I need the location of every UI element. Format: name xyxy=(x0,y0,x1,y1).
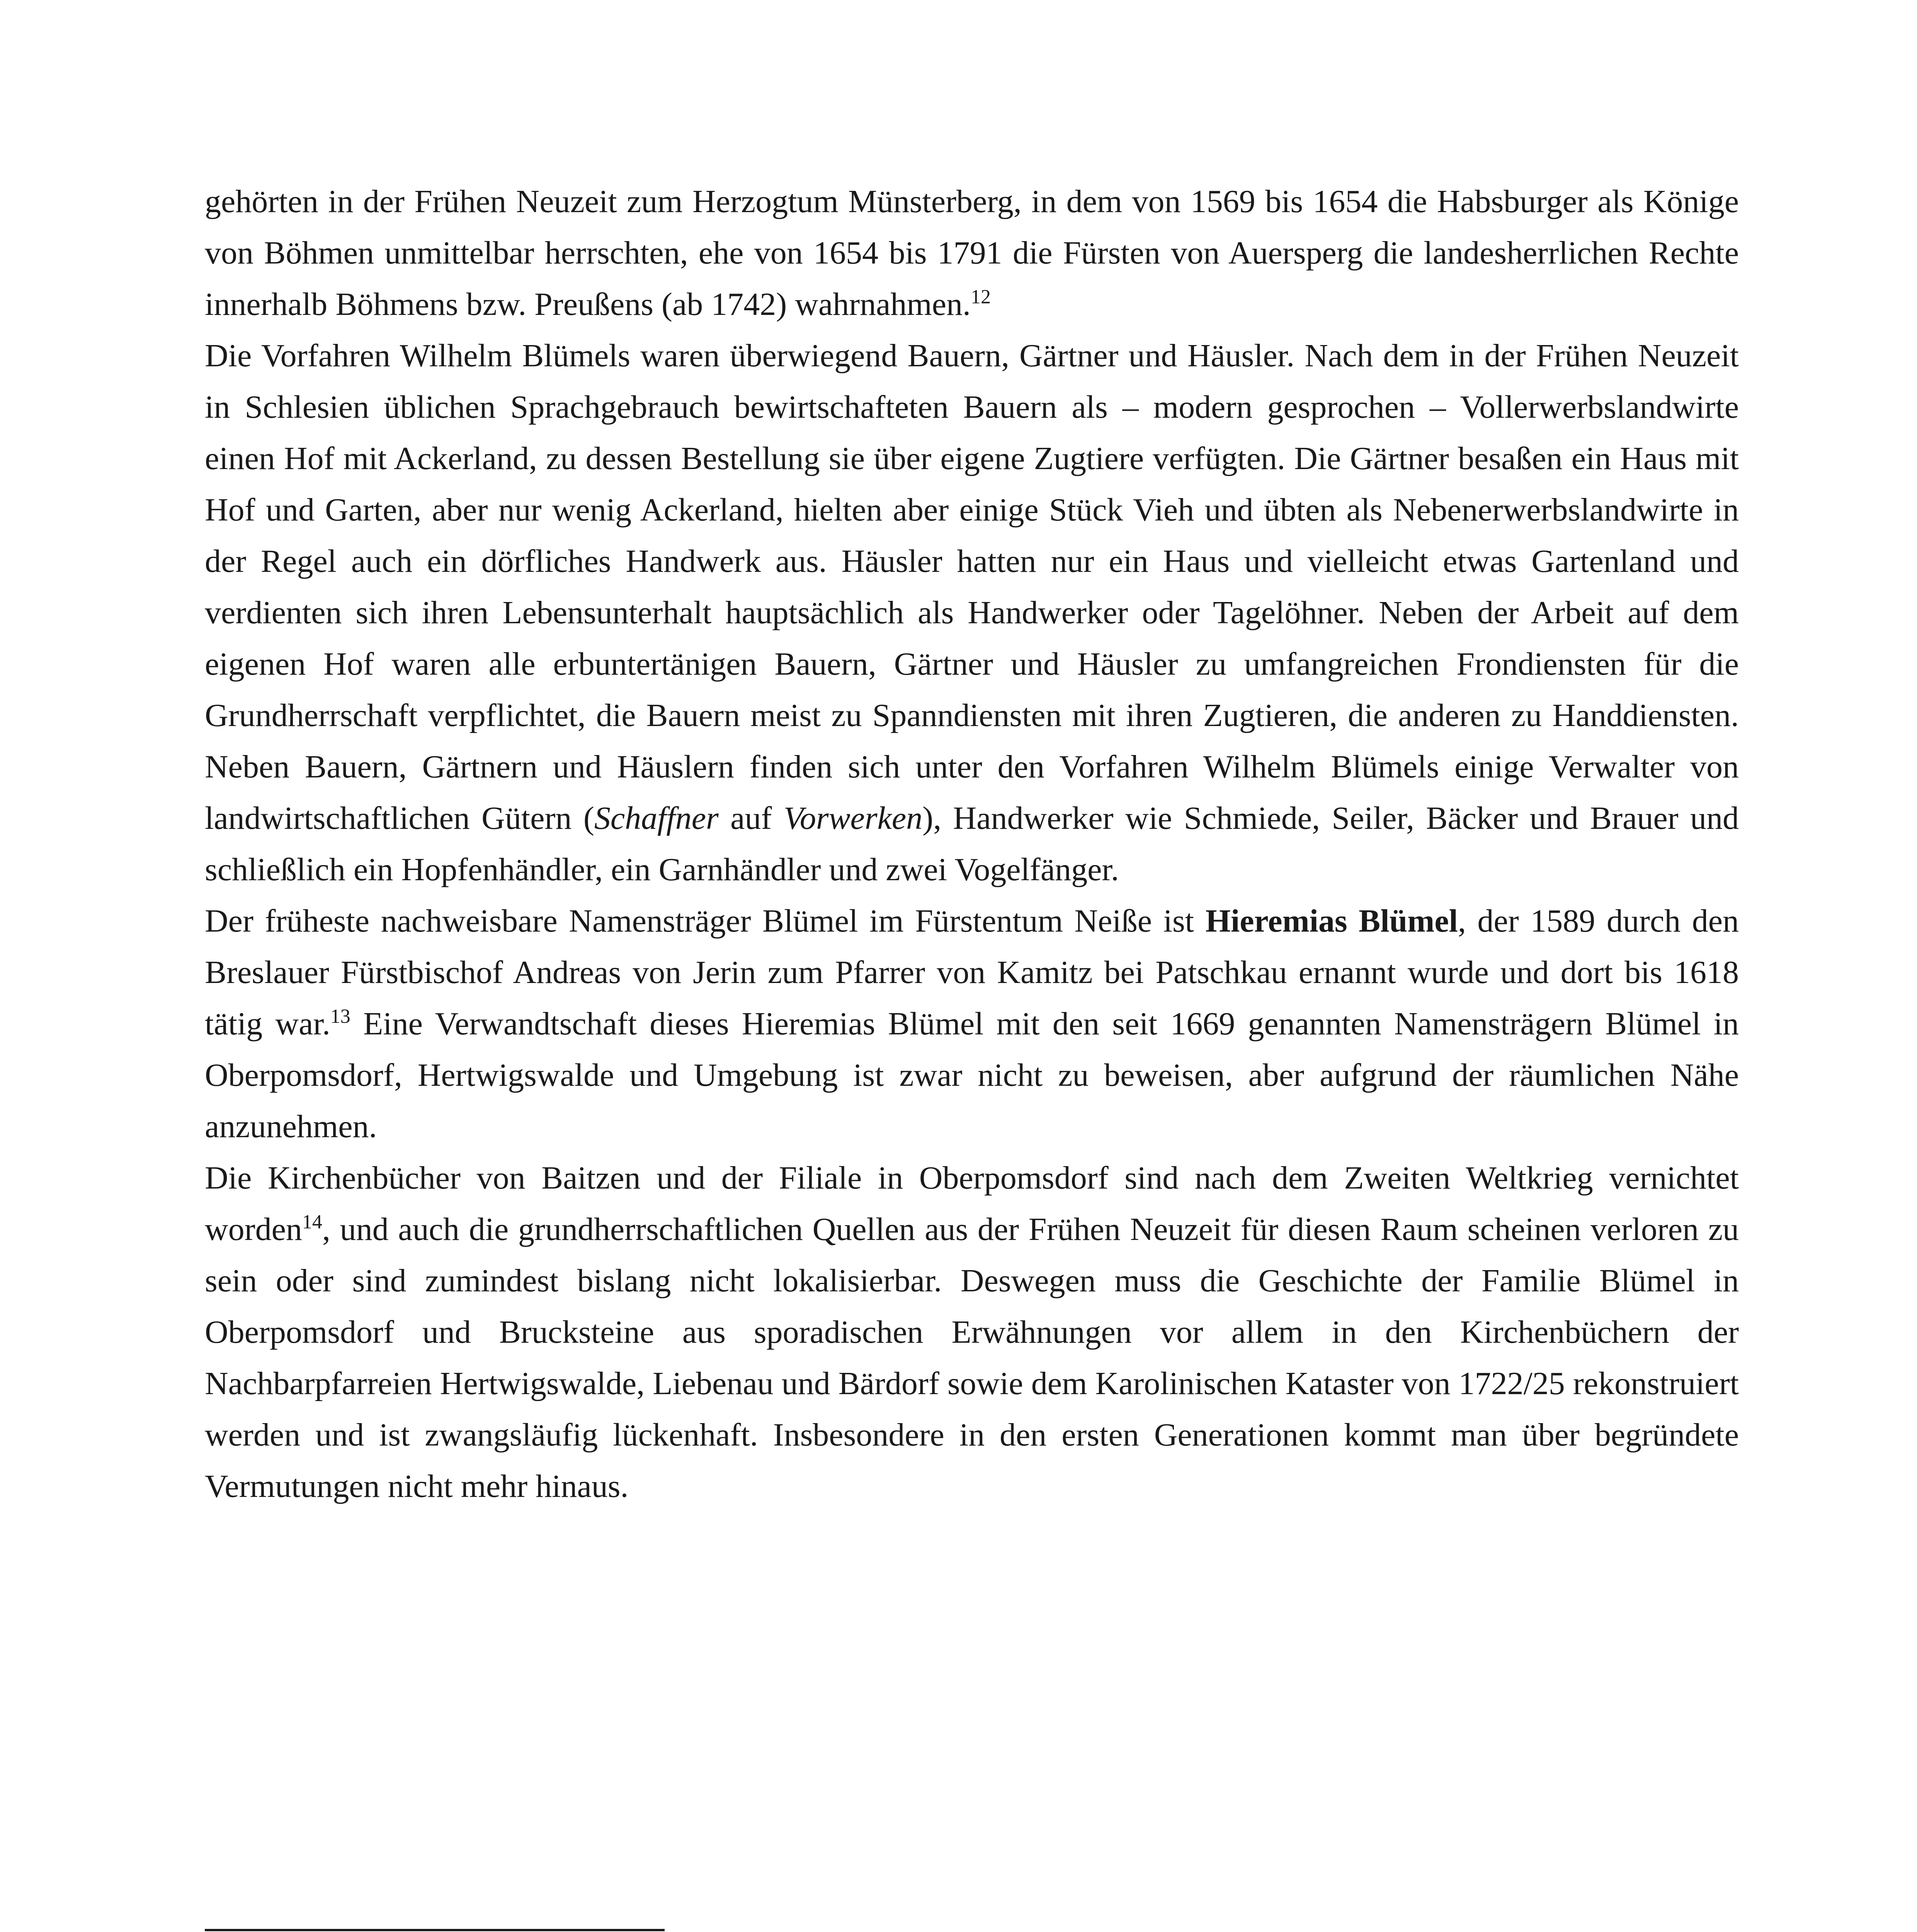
paragraph-text: Die Kirchenbücher von Baitzen und der Filiale in Oberpomsdorf sind nach dem Zweiten Weltkrieg vernichtet worden xyxy=(205,1160,1739,1247)
paragraph-text: ), Handwerker wie Schmiede, Seiler, Bäcker und Brauer und schließlich ein Hopfenhändler, ein Garnhändler und zwei Vogelfänger. xyxy=(205,800,1739,888)
paragraph-text: , der 1589 durch den Breslauer Fürstbischof Andreas von Jerin zum Pfarrer von Kamitz bei Patschkau ernannt wurde und dort bis 1618 tätig war. xyxy=(205,903,1739,1042)
bold-name-hieremias: Hieremias Blümel xyxy=(1205,903,1458,939)
paragraph-1 xyxy=(205,176,1739,330)
footnote-ref-13: 13 xyxy=(330,1005,350,1027)
paragraph-text: Der früheste nachweisbare Namensträger Blümel im Fürstentum Neiße ist xyxy=(205,903,1206,939)
footnote-ref-14: 14 xyxy=(302,1211,322,1233)
italic-term-vorwerken: Vorwerken xyxy=(783,800,923,836)
paragraph-text: Eine Verwandtschaft dieses Hieremias Blümel mit den seit 1669 genannten Namensträgern Blümel in Oberpomsdorf, Hertwigswalde und Umgebung ist zwar nicht zu beweisen, aber aufgrund der räumlichen Nähe anzunehmen. xyxy=(205,1006,1739,1145)
paragraph-2 xyxy=(205,330,1739,895)
italic-term-schaffner: Schaffner xyxy=(594,800,719,836)
paragraph-3 xyxy=(205,895,1739,1152)
paragraph-4 xyxy=(205,1152,1739,1512)
footnote-divider xyxy=(205,1929,665,1931)
paragraph-text: , und auch die grundherrschaftlichen Quellen aus der Frühen Neuzeit für diesen Raum scheinen verloren zu sein oder sind zumindest bislang nicht lokalisierbar. Deswegen muss die Geschichte der Familie Blümel in Oberpomsdorf und Brucksteine aus sporadischen Erwähnungen vor allem in den Kirchenbüchern der Nachbarpfarreien Hertwigswalde, Liebenau und Bärdorf sowie dem Karolinischen Kataster von 1722/25 rekonstruiert werden und ist zwangsläufig lückenhaft. Insbesondere in den ersten Generationen kommt man über begründete Vermutungen nicht mehr hinaus. xyxy=(205,1211,1739,1504)
main-text xyxy=(205,176,1739,1512)
paragraph-text: auf xyxy=(718,800,784,836)
footnote-ref-12: 12 xyxy=(971,286,991,308)
paragraph-text: gehörten in der Frühen Neuzeit zum Herzogtum Münsterberg, in dem von 1569 bis 1654 die Habsburger als Könige von Böhmen unmittelbar herrschten, ehe von 1654 bis 1791 die Fürsten von Auersperg die landesherrlichen Rechte innerhalb Böhmens bzw. Preußens (ab 1742) wahrnahmen. xyxy=(205,184,1739,322)
paragraph-text: Die Vorfahren Wilhelm Blümels waren überwiegend Bauern, Gärtner und Häusler. Nach dem in der Frühen Neuzeit in Schlesien üblichen Sprachgebrauch bewirtschafteten Bauern als – modern gesprochen – Vollerwerbslandwirte einen Hof mit Ackerland, zu dessen Bestellung sie über eigene Zugtiere verfügten. Die Gärtner besaßen ein Haus mit Hof und Garten, aber nur wenig Ackerland, hielten aber einige Stück Vieh und übten als Nebenerwerbslandwirte in der Regel auch ein dörfliches Handwerk aus. Häusler hatten nur ein Haus und vielleicht etwas Gartenland und verdienten sich ihren Lebensunterhalt hauptsächlich als Handwerker oder Tagelöhner. Neben der Arbeit auf dem eigenen Hof waren alle erbuntertänigen Bauern, Gärtner und Häusler zu umfangreichen Frondiensten für die Grundherrschaft verpflichtet, die Bauern meist zu Spanndiensten mit ihren Zugtieren, die anderen zu Handdiensten. Neben Bauern, Gärtnern und Häuslern finden sich unter den Vorfahren Wilhelm Blümels einige Verwalter von landwirtschaftlichen Gütern ( xyxy=(205,338,1739,836)
